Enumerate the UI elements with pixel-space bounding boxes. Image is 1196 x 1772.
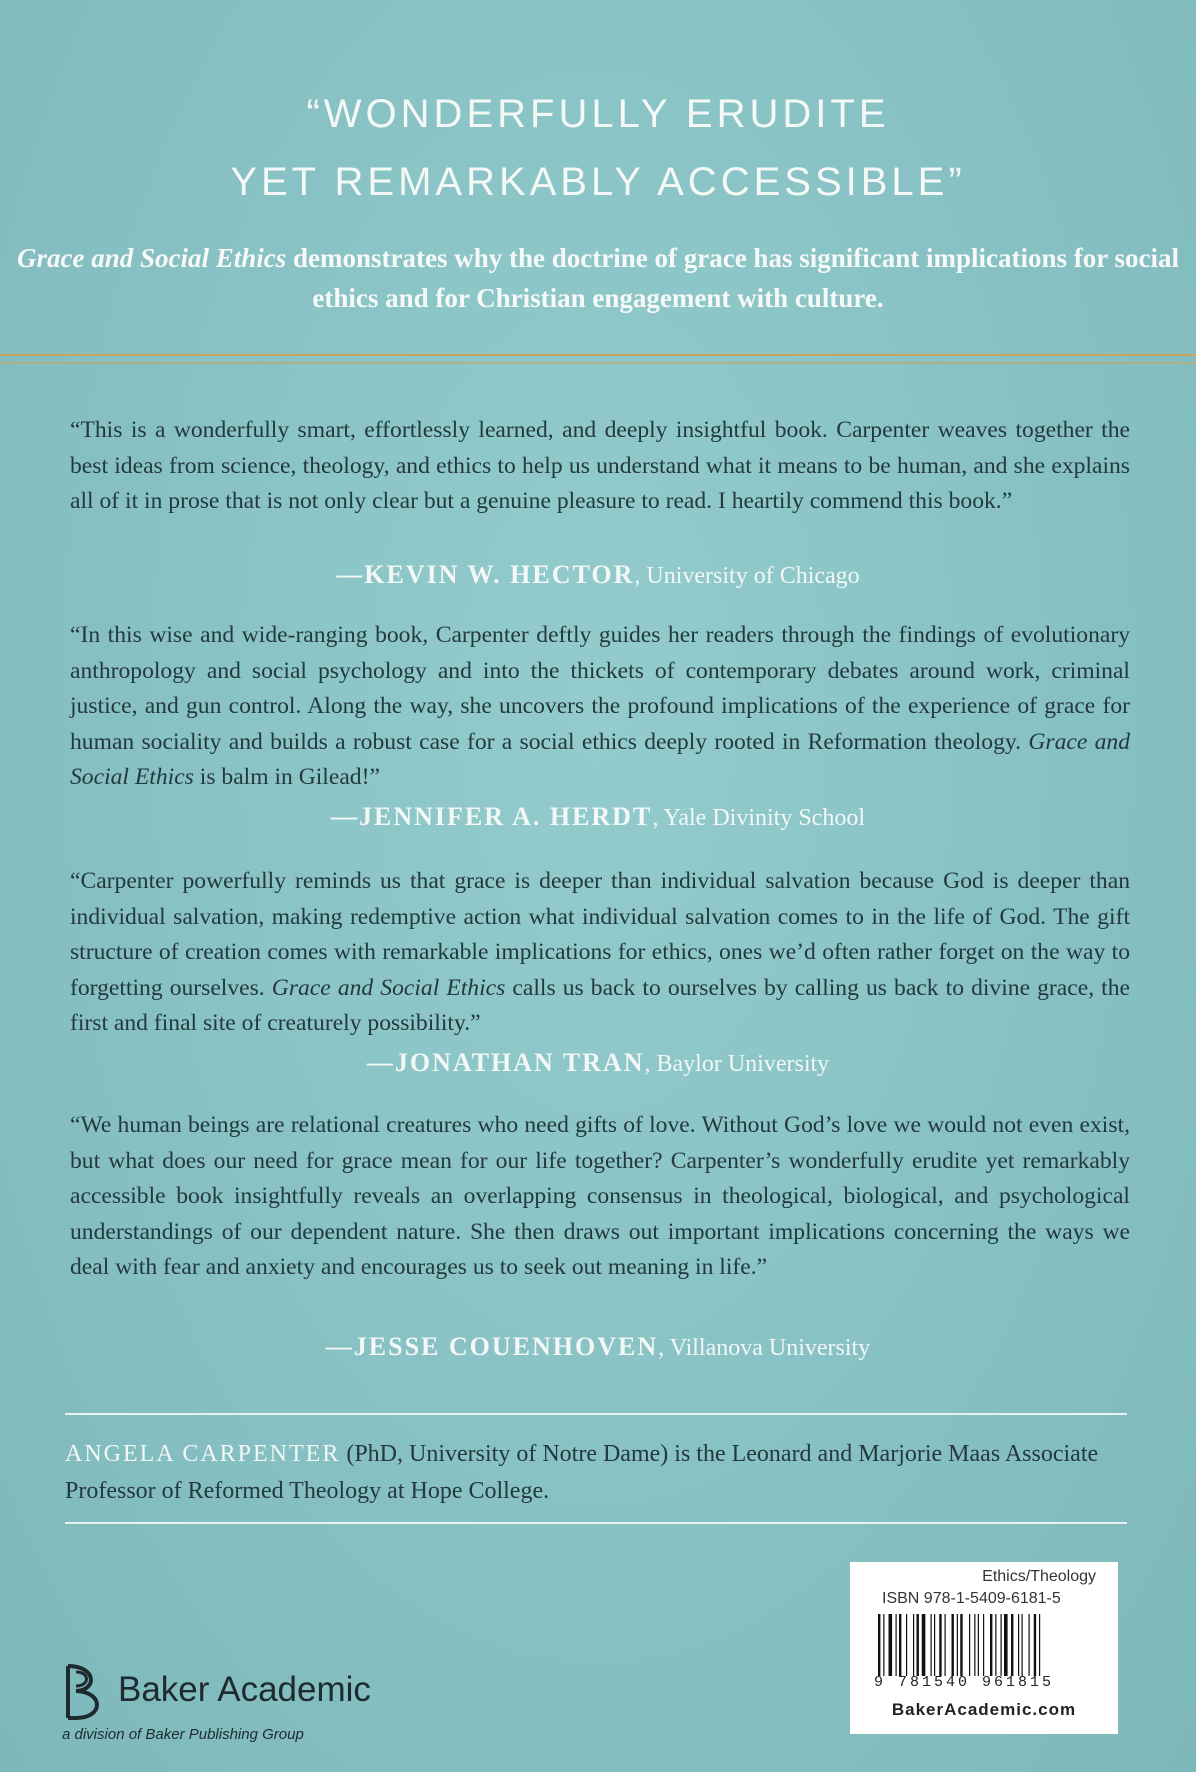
endorser-name: —JESSE COUENHOVEN: [325, 1332, 659, 1361]
intro-text: demonstrates why the doctrine of grace has significant implications for social ethics and for Christian engagement with culture.: [286, 243, 1179, 313]
endorsement-quote-hector: “This is a wonderfully smart, effortlessly learned, and deeply insightful book. Carpenter weaves together the best ideas from science, theology, and ethics to help us understand what it means to be human, and she explains all of it in prose that is not only clear but a genuine pleasure to read. I heartily commend this book.”: [70, 417, 1130, 514]
publisher-url: BakerAcademic.com: [891, 1700, 1077, 1719]
quote-book-title: Grace and Social Ethics: [70, 728, 1130, 790]
category-label: Ethics/Theology: [982, 1568, 1096, 1585]
endorser-affiliation: , Villanova University: [658, 1335, 871, 1361]
endorsement-attribution-hector: [0, 560, 1196, 590]
quote-text: calls us back to ourselves by calling us back to divine grace, the first and final site of creaturely possibility.”: [70, 974, 1131, 1036]
gold-rule-bottom: [0, 362, 1196, 364]
headline-line-1: “WONDERFULLY ERUDITE: [306, 92, 890, 136]
barcode-image: [878, 1614, 1090, 1676]
intro-book-title: Grace and Social Ethics: [17, 243, 287, 273]
endorsement-quote-tran: [70, 864, 1130, 1042]
headline-line-2: YET REMARKABLY ACCESSIBLE”: [230, 160, 966, 204]
endorser-name: —JONATHAN TRAN: [366, 1048, 645, 1077]
author-bio: [65, 1436, 1135, 1510]
endorsement-quote-couenhoven: “We human beings are relational creatures who need gifts of love. Without God’s love we would not even exist, but what does our need for grace mean for our life together? Carpenter’s wonderfully erudite yet remarkably accessible book insightfully reveals an overlapping consensus in theological, biological, and psychological understandings of our dependent nature. She then draws out important implications concerning the ways we deal with fear and anxiety and encourages us to seek out meaning in life.”: [70, 1112, 1130, 1280]
endorser-affiliation: , University of Chicago: [634, 563, 860, 589]
author-name: ANGELA CARPENTER: [65, 1441, 341, 1467]
endorsement-attribution-herdt: [0, 802, 1196, 832]
author-bio-text: (PhD, University of Notre Dame) is the Leonard and Marjorie Maas Associate Professor of Reformed Theology at Hope College.: [65, 1441, 1099, 1504]
bio-rule-bottom: [65, 1522, 1127, 1524]
isbn-label: ISBN 978-1-5409-6181-5: [882, 1590, 1061, 1607]
bio-rule-top: [65, 1413, 1127, 1415]
publisher-name: Baker Academic: [118, 1670, 371, 1709]
endorser-affiliation: , Yale Divinity School: [652, 805, 865, 831]
quote-text: “In this wise and wide-ranging book, Carpenter deftly guides her readers through the findings of evolutionary anthropology and social psychology and into the thickets of contemporary debates around work, criminal justice, and gun control. Along the way, she uncovers the profound implications of the experience of grace for human sociality and builds a robust case for a social ethics deeply rooted in Reformation theology.: [70, 622, 1130, 755]
endorser-affiliation: , Baylor University: [644, 1051, 830, 1077]
quote-text: is balm in Gilead!”: [193, 764, 380, 790]
publisher-subtitle: a division of Baker Publishing Group: [62, 1726, 304, 1743]
endorsement-attribution-couenhoven: [0, 1332, 1196, 1362]
barcode-digits: 9 781540 961815: [874, 1674, 1055, 1691]
endorsement-attribution-tran: [0, 1048, 1196, 1078]
endorser-name: —KEVIN W. HECTOR: [336, 560, 635, 589]
baker-b-mark-icon: [62, 1664, 114, 1720]
intro-blurb: [0, 238, 1196, 318]
barcode-box: [850, 1562, 1118, 1734]
endorsement-quote-herdt: [70, 618, 1130, 796]
quote-text: “Carpenter powerfully reminds us that grace is deeper than individual salvation because God is deeper than individual salvation, making redemptive action what individual salvation comes to in the life of God. The gift structure of creation comes with remarkable implications for ethics, ones we’d often rather forget on the way to forgetting ourselves.: [70, 868, 1130, 1001]
gold-rule-top: [0, 354, 1196, 356]
quote-book-title: Grace and Social Ethics: [271, 974, 506, 1001]
endorser-name: —JENNIFER A. HERDT: [330, 802, 653, 831]
